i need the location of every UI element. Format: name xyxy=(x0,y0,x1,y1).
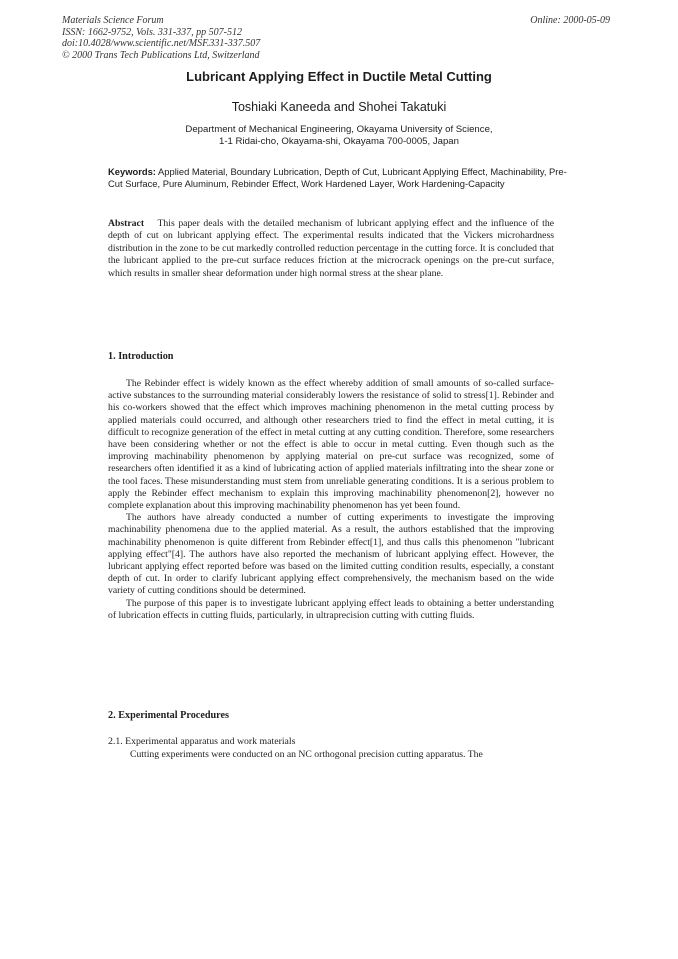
copyright-line: © 2000 Trans Tech Publications Ltd, Switzerland xyxy=(62,49,260,61)
abstract-label: Abstract xyxy=(108,218,145,229)
journal-name: Materials Science Forum xyxy=(62,15,164,26)
paragraph: Cutting experiments were conducted on an NC orthogonal precision cutting apparatus. The xyxy=(130,749,483,760)
keywords-label: Keywords: xyxy=(108,166,156,177)
abstract-block xyxy=(108,218,554,280)
publication-info xyxy=(62,15,260,61)
affiliation xyxy=(0,124,678,148)
keywords-text: Applied Material, Boundary Lubrication, Depth of Cut, Lubricant Applying Effect, Machinability, Pre-Cut Surface, Pure Aluminum, Rebinder Effect, Work Hardened Layer, Work Hardening-Capacity xyxy=(108,166,567,189)
affiliation-line: 1-1 Ridai-cho, Okayama-shi, Okayama 700-0005, Japan xyxy=(219,136,459,147)
online-date: Online: 2000-05-09 xyxy=(530,15,610,26)
paragraph: The authors have already conducted a number of cutting experiments to investigate the improving machinability phenomena due to the applied material. As a result, the authors established that the improving machinability phenomenon is quite different from Rebinder effect[1], and thus calls this phenomenon "lubricant applying effect"[4]. The authors have also reported the mechanism of lubricant applying effect. However, the lubricant applying effect reported before was based on the limited cutting condition results, especially, a constant depth of cut. In order to clarify lubricant applying effect comprehensively, the mechanism based on the wide variety of cutting conditions should be determined. xyxy=(108,512,554,597)
paragraph: The purpose of this paper is to investigate lubricant applying effect leads to obtaining a better understanding of lubrication effects in cutting fluids, particularly, in ultraprecision cutting with cutting fluids. xyxy=(108,597,554,621)
keywords-block xyxy=(108,166,568,190)
abstract-text: This paper deals with the detailed mechanism of lubricant applying effect and the influence of the depth of cut on lubricant applying effect. The experimental results indicated that the Vickers microhardness distribution in the zone to be cut markedly controlled reduction percentage in the cutting force. It is concluded that the lubricant applied to the pre-cut surface reduces friction at the microcrack openings on the pre-cut surface, which results in smaller shear deformation under high normal stress at the shear plane. xyxy=(108,218,555,279)
paper-title: Lubricant Applying Effect in Ductile Metal Cutting xyxy=(186,69,492,84)
introduction-body xyxy=(108,378,554,622)
paper-authors: Toshiaki Kaneeda and Shohei Takatuki xyxy=(231,100,447,114)
doi-link[interactable]: doi:10.4028/www.scientific.net/MSF.331-337.507 xyxy=(62,38,261,49)
section-heading-experimental: 2. Experimental Procedures xyxy=(108,710,230,721)
section-heading-introduction: 1. Introduction xyxy=(108,351,174,362)
paragraph: The Rebinder effect is widely known as the effect whereby addition of small amounts of so-called surface-active substances to the surrounding material considerably lowers the resistance of solid to stress[1]. Rebinder and his co-workers showed that the effect which improves machining phenomenon in the metal cutting process by applied materials could occurred, and although other researchers tried to find the effect in metal cutting, it is difficult to recognize generation of the effect in metal cutting at any cutting condition. Therefore, some researchers have been considering whether or not the effect is able to occur in metal cutting. Even though such as the improving machinability phenomenon by applying material on pre-cut surface was recognized, some of researchers often identified it as a kind of lubricating action of applied materials infiltrating into the shear zone or the tool faces. These misunderstanding must stem from unreliable generating conditions. It is a serious problem to apply the Rebinder effect mechanism to explain this improving machinability phenomenon[2], however no complete explanation about this improving machinability phenomenon has yet been found. xyxy=(108,378,554,512)
subsection-heading: 2.1. Experimental apparatus and work materials xyxy=(108,736,296,747)
issn-line: ISSN: 1662-9752, Vols. 331-337, pp 507-512 xyxy=(62,26,242,38)
affiliation-line: Department of Mechanical Engineering, Okayama University of Science, xyxy=(185,124,493,135)
